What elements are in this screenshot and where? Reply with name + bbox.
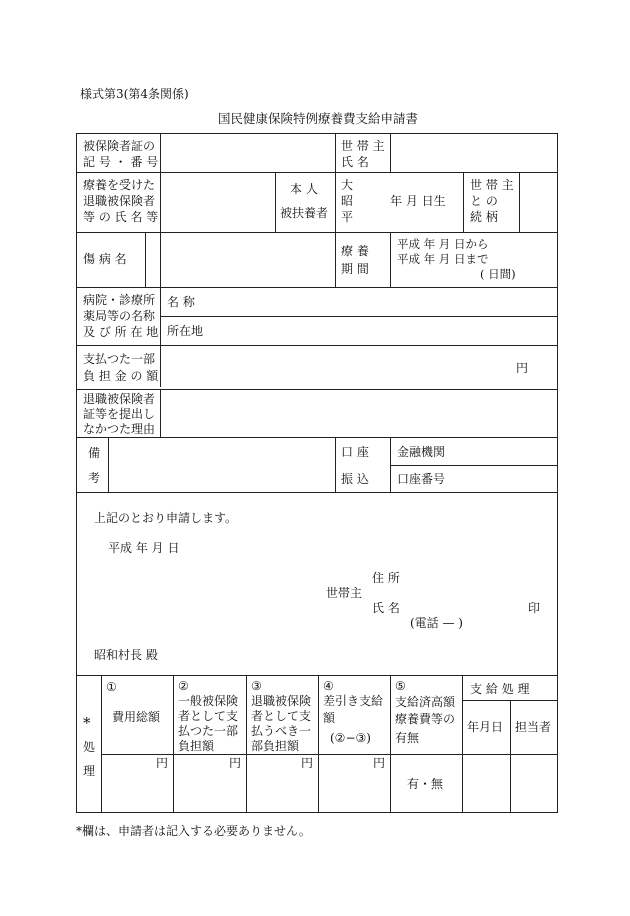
treatment-period-label-2: 期 間 xyxy=(341,262,369,276)
treatment-period-label-1: 療 養 xyxy=(341,244,369,258)
col3-line2: 者として支 xyxy=(251,709,312,723)
seal-mark: 印 xyxy=(528,601,541,615)
staff-column-label: 担当者 xyxy=(515,720,552,734)
patient-label-1: 療養を受けた xyxy=(83,178,156,192)
insurance-card-field[interactable] xyxy=(161,134,334,171)
hospital-name-label: 名 称 xyxy=(167,295,195,309)
col4-number: ④ xyxy=(323,679,334,693)
insurance-card-label-1: 被保険者証の xyxy=(83,139,156,153)
account-number-label: 口座番号 xyxy=(397,472,446,486)
phone-label: (電話 — ) xyxy=(410,616,463,630)
processing-label-2: 理 xyxy=(83,764,96,778)
hospital-label-2: 薬局等の名称 xyxy=(83,309,156,323)
hospital-label-1: 病院・診療所 xyxy=(83,293,156,307)
recipient: 昭和村長 殿 xyxy=(94,648,158,662)
form-number: 様式第3(第4条関係) xyxy=(80,87,189,101)
paid-label-1: 支払つた一部 xyxy=(83,352,156,366)
footnote: *欄は、申請者は記入する必要ありません。 xyxy=(76,824,311,838)
hospital-address-label: 所在地 xyxy=(167,324,204,338)
dependent-label: 被扶養者 xyxy=(280,206,329,220)
reason-label-3: なかつた理由 xyxy=(83,422,156,436)
reason-label-1: 退職被保険者 xyxy=(83,392,156,406)
col2-yen: 円 xyxy=(229,756,242,770)
form-title: 国民健康保険特例療養費支給申請書 xyxy=(218,111,419,126)
col5-line2: 療養費等の xyxy=(395,712,456,726)
col2-line4: 負担額 xyxy=(178,739,215,753)
payment-processing-label: 支 給 処 理 xyxy=(470,682,530,696)
patient-name-field[interactable] xyxy=(161,173,274,231)
insurance-card-label-2: 記 号 ・ 番 号 xyxy=(83,155,159,169)
account-transfer-label-1: 口 座 xyxy=(341,445,369,459)
date-column-label: 年月日 xyxy=(467,720,504,734)
applicant-address-label: 住 所 xyxy=(372,571,400,585)
applicant-name-label: 氏 名 xyxy=(372,601,400,615)
self-label: 本 人 xyxy=(290,182,318,196)
era-taisho: 大 xyxy=(341,178,354,192)
processing-label-1: 処 xyxy=(83,740,96,754)
remarks-label-2: 考 xyxy=(88,471,101,485)
col2-line3: 払つた一部 xyxy=(178,724,239,738)
processing-mark: * xyxy=(83,714,91,732)
patient-label-3: 等 の 氏 名 等 xyxy=(83,210,159,224)
col5-number: ⑤ xyxy=(395,679,406,693)
relation-field[interactable] xyxy=(520,173,556,231)
bank-label: 金融機関 xyxy=(397,445,446,459)
col4-yen: 円 xyxy=(373,756,386,770)
patient-label-2: 退職被保険者 xyxy=(83,194,156,208)
relation-label-2: と の xyxy=(470,194,498,208)
col3-line1: 退職被保険 xyxy=(251,694,312,708)
col3-line4: 部負担額 xyxy=(251,739,300,753)
head-of-household-label-2: 氏 名 xyxy=(341,155,369,169)
col2-line1: 一般被保険 xyxy=(178,694,239,708)
head-of-household-label-1: 世 帯 主 xyxy=(341,139,385,153)
col3-yen: 円 xyxy=(301,756,314,770)
disease-label: 傷 病 名 xyxy=(83,252,127,266)
col4-line2: 額 xyxy=(323,711,336,725)
col2-line2: 者として支 xyxy=(178,709,239,723)
application-date: 平成 年 月 日 xyxy=(108,541,180,555)
declaration-text: 上記のとおり申請します。 xyxy=(94,511,238,525)
col5-line1: 支給済高額 xyxy=(395,695,456,709)
account-transfer-label-2: 振 込 xyxy=(341,472,369,486)
paid-yen: 円 xyxy=(516,361,529,375)
remarks-label-1: 備 xyxy=(88,446,101,460)
paid-label-2: 負 担 金 の 額 xyxy=(83,369,159,383)
head-of-household-name-field[interactable] xyxy=(391,134,556,171)
col5-line3: 有無 xyxy=(395,731,420,745)
col2-number: ② xyxy=(178,679,189,693)
col1-number: ① xyxy=(106,680,117,694)
era-showa: 昭 xyxy=(341,194,354,208)
applicant-head-label: 世帯主 xyxy=(326,586,363,600)
period-days: ( 日間) xyxy=(480,267,516,281)
col1-label: 費用総額 xyxy=(112,710,161,724)
relation-label-3: 続 柄 xyxy=(470,210,498,224)
birth-date-text: 年 月 日生 xyxy=(390,194,446,208)
yes-no-option[interactable]: 有・無 xyxy=(407,777,444,791)
col3-number: ③ xyxy=(251,679,262,693)
col3-line3: 払うべき一 xyxy=(251,724,312,738)
col1-yen: 円 xyxy=(156,756,169,770)
col4-line3: (②−③) xyxy=(330,731,371,745)
hospital-label-3: 及 び 所 在 地 xyxy=(83,325,159,339)
disease-field[interactable] xyxy=(146,233,334,286)
period-from: 平成 年 月 日から xyxy=(397,237,489,251)
reason-label-2: 証等を提出し xyxy=(83,407,156,421)
col4-line1: 差引き支給 xyxy=(323,694,384,708)
relation-label-1: 世 帯 主 xyxy=(470,178,514,192)
period-to: 平成 年 月 日まで xyxy=(397,252,489,266)
era-heisei: 平 xyxy=(341,210,354,224)
